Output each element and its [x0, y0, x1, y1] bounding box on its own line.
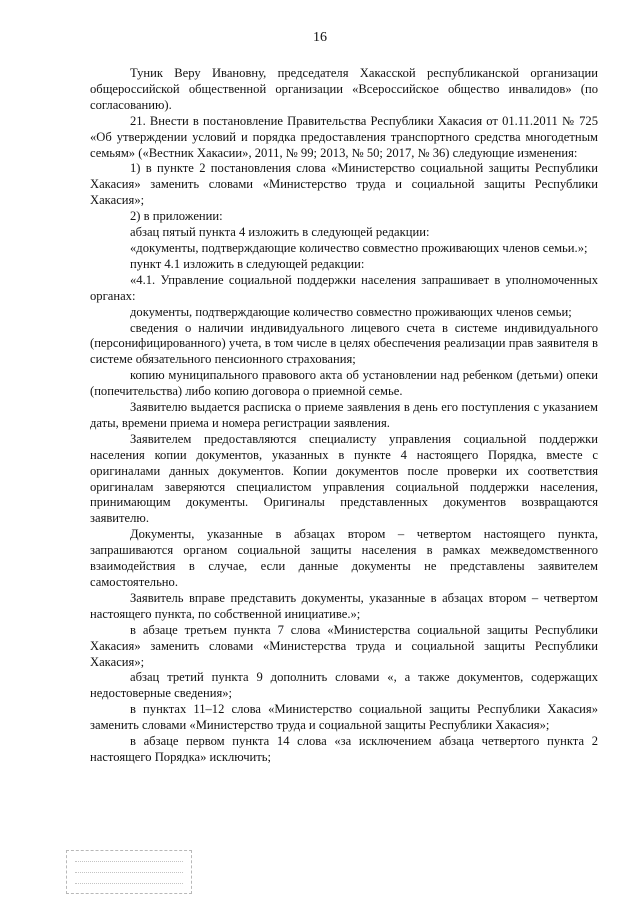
paragraph: копию муниципального правового акта об установлении над ребенком (детьми) опеки (попечительства) либо копию договора о приемной семье. — [90, 368, 598, 399]
paragraph: Туник Веру Ивановну, председателя Хакасской республиканской организации общероссийской общественной организации «Всероссийское общество инвалидов» (по согласованию). — [90, 66, 598, 112]
paragraph: в пунктах 11–12 слова «Министерство социальной защиты Республики Хакасия» заменить словами «Министерство труда и социальной защиты Республики Хакасия»; — [90, 702, 598, 733]
stamp-line — [75, 883, 183, 885]
stamp-line — [75, 861, 183, 863]
paragraph: в абзаце третьем пункта 7 слова «Министерства социальной защиты Республики Хакасия» заменить словами «Министерства труда и социальной защиты Республики Хакасия»; — [90, 622, 598, 669]
page-number: 16 — [313, 30, 327, 45]
paragraph: в абзаце первом пункта 14 слова «за исключением абзаца четвертого пункта 2 настоящего Порядка» исключить; — [90, 734, 598, 764]
paragraph: «документы, подтверждающие количество совместно проживающих членов семьи.»; — [130, 240, 588, 255]
paragraph: 21. Внести в постановление Правительства Республики Хакасия от 01.11.2011 № 725 «Об утверждении условий и порядка предоставления транспортного средства многодетным семьям» («Вестник Хакасии», 2011, № 99; 2013, № 50; 2017, № 36) следующие изменения: — [90, 113, 598, 160]
paragraph: Заявителю выдается расписка о приеме заявления в день его поступления с указанием даты, времени приема и номера регистрации заявления. — [90, 400, 598, 430]
paragraph: сведения о наличии индивидуального лицевого счета в системе индивидуального (персонифицированного) учета, в том числе в целях обеспечения реализации прав заявителя в системе обязательного пенсионного страхования; — [90, 320, 598, 367]
paragraph: Заявитель вправе представить документы, указанные в абзацах втором – четвертом настоящего пункта, по собственной инициативе.»; — [90, 590, 598, 621]
paragraph: «4.1. Управление социальной поддержки населения запрашивает в уполномоченных органах: — [90, 272, 598, 303]
paragraph: Документы, указанные в абзацах втором – четвертом настоящего пункта, запрашиваются органом социальной защиты населения в рамках межведомственного взаимодействия в случае, если данные документы не представлены заявителем самостоятельно. — [90, 527, 598, 589]
paragraph: 2) в приложении: — [130, 209, 223, 224]
paragraph: абзац пятый пункта 4 изложить в следующей редакции: — [130, 225, 430, 240]
paragraph: пункт 4.1 изложить в следующей редакции: — [130, 256, 365, 271]
paragraph: документы, подтверждающие количество совместно проживающих членов семьи; — [130, 304, 572, 319]
document-body — [90, 66, 598, 766]
paragraph: Заявителем предоставляются специалисту управления социальной поддержки населения копии документов, указанных в пункте 4 настоящего Порядка, вместе с оригиналами данных документов. Копии документов после проверки их соответствия оригиналам заверяются специалистом управления социальной поддержки населения, принимающим документы. Оригиналы представленных документов возвращаются заявителю. — [90, 431, 598, 526]
paragraph: абзац третий пункта 9 дополнить словами «, а также документов, содержащих недостоверные сведения»; — [90, 670, 598, 701]
registration-stamp — [66, 850, 192, 894]
stamp-line — [75, 872, 183, 874]
paragraph: 1) в пункте 2 постановления слова «Министерство социальной защиты Республики Хакасия» заменить словами «Министерство труда и социальной защиты Республики Хакасия»; — [90, 161, 598, 208]
